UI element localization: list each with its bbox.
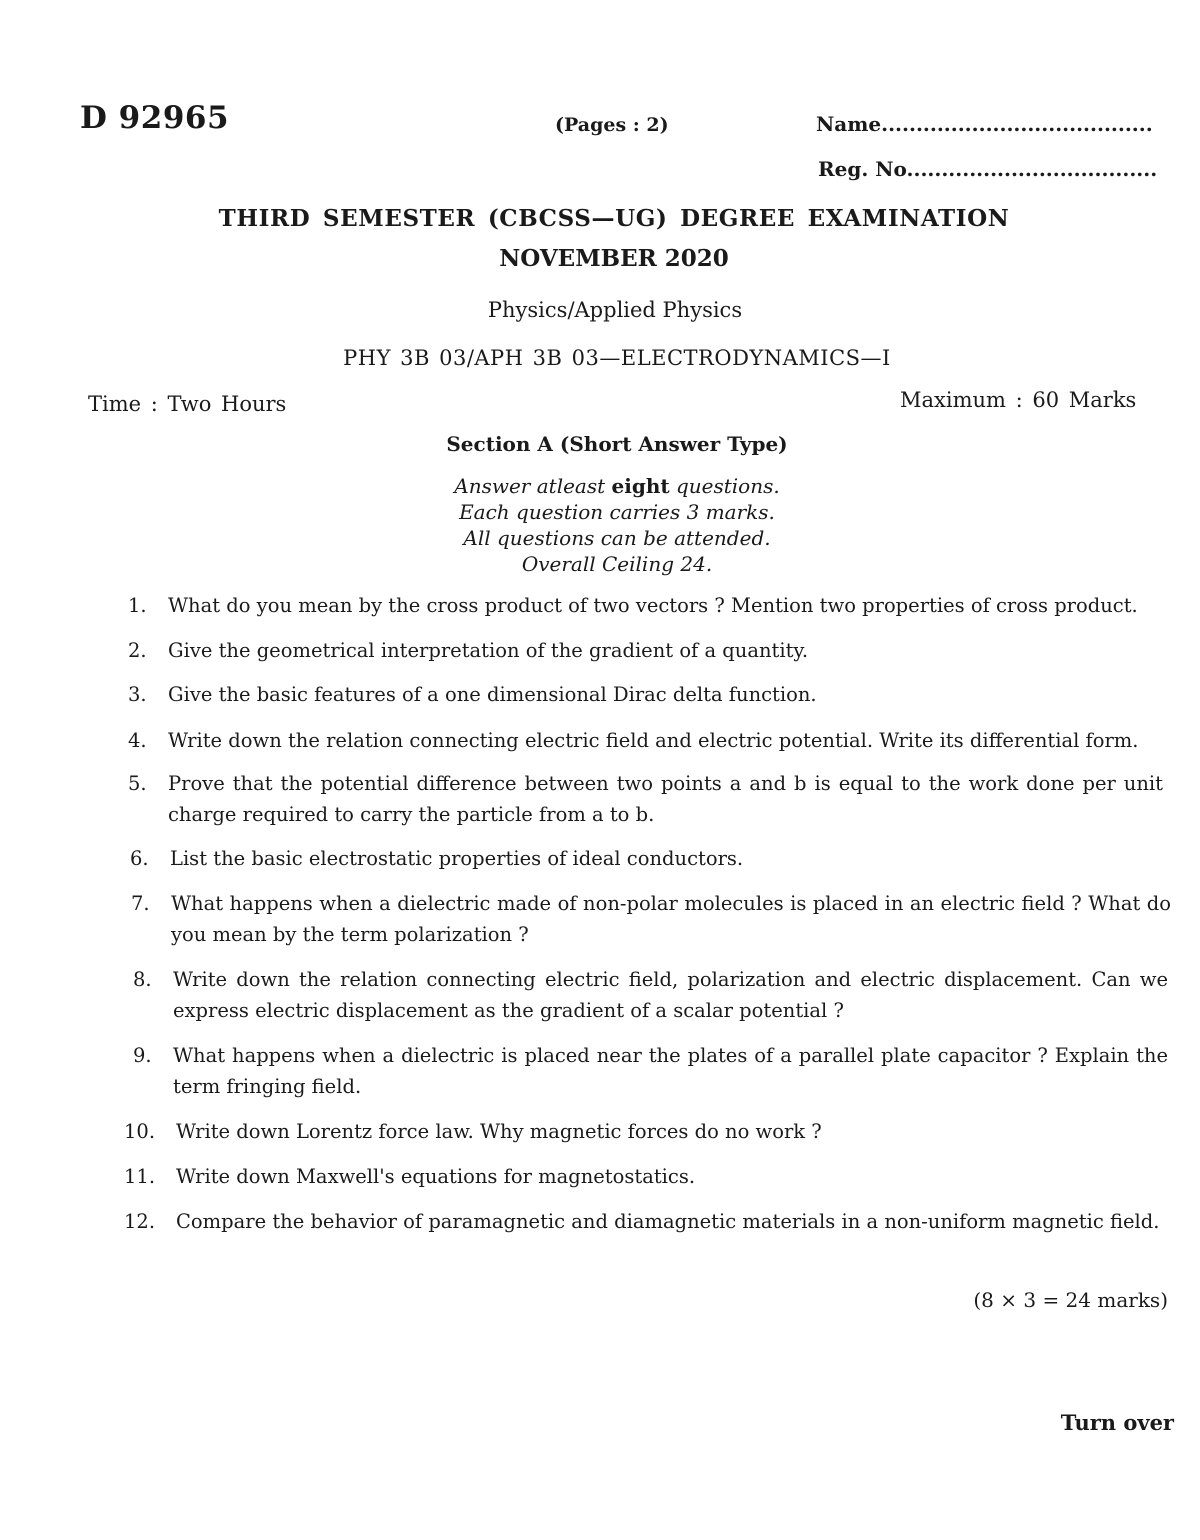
- paper-code: D 92965: [80, 100, 230, 136]
- question-text: Write down Lorentz force law. Why magnetic forces do no work ?: [176, 1120, 822, 1143]
- subject: Physics/Applied Physics: [487, 298, 743, 322]
- question-number: 4.: [128, 729, 147, 752]
- question-text: Write down the relation connecting electric field and electric potential. Write its differential form.: [168, 729, 1139, 752]
- question-number: 6.: [130, 847, 149, 870]
- page-count: (Pages : 2): [555, 114, 669, 136]
- exam-duration: Time : Two Hours: [88, 392, 287, 416]
- question-number: 11.: [124, 1165, 156, 1188]
- question-number: 12.: [124, 1210, 156, 1233]
- instruction-part: Answer atleast: [454, 474, 606, 498]
- instruction-part: questions.: [675, 474, 780, 498]
- exam-date: NOVEMBER 2020: [499, 245, 729, 272]
- question-text: What do you mean by the cross product of two vectors ? Mention two properties of cross product.: [168, 594, 1138, 617]
- instruction-line-3: All questions can be attended.: [463, 526, 771, 550]
- question-text: Compare the behavior of paramagnetic and diamagnetic materials in a non-uniform magnetic field.: [176, 1210, 1160, 1233]
- turn-over-note: Turn over: [1060, 1410, 1174, 1435]
- question-number: 7.: [131, 892, 150, 915]
- question-text: Prove that the potential difference between two points a and b is equal to the work done per unit charge required to carry the particle from a to b.: [168, 772, 1163, 826]
- question-number: 9.: [133, 1044, 152, 1067]
- question-text: List the basic electrostatic properties of ideal conductors.: [170, 847, 744, 870]
- question-number: 3.: [128, 683, 147, 706]
- candidate-name-field: Name.......................................: [816, 112, 1153, 136]
- exam-title: THIRD SEMESTER (CBCSS—UG) DEGREE EXAMINATION: [218, 205, 1010, 232]
- question-number: 8.: [133, 968, 152, 991]
- question-text: What happens when a dielectric is placed near the plates of a parallel plate capacitor ? Explain the term fringing field.: [173, 1044, 1168, 1098]
- instruction-count: eight: [611, 474, 670, 498]
- marks-summary: (8 × 3 = 24 marks): [973, 1288, 1168, 1312]
- instruction-line-2: Each question carries 3 marks.: [459, 500, 775, 524]
- question-text: Write down Maxwell's equations for magnetostatics.: [176, 1165, 696, 1188]
- question-text: What happens when a dielectric made of non-polar molecules is placed in an electric field ? What do you mean by the term polarization ?: [171, 892, 1171, 946]
- section-heading: Section A (Short Answer Type): [446, 432, 788, 456]
- instruction-line-4: Overall Ceiling 24.: [521, 552, 713, 576]
- question-number: 5.: [128, 772, 147, 795]
- question-text: Give the basic features of a one dimensional Dirac delta function.: [168, 683, 817, 706]
- section-instructions: [0, 473, 1200, 577]
- question-number: 10.: [124, 1120, 156, 1143]
- question-text: Give the geometrical interpretation of the gradient of a quantity.: [168, 639, 809, 662]
- question-number: 1.: [128, 594, 147, 617]
- instruction-line-1: [0, 473, 1200, 499]
- maximum-marks: Maximum : 60 Marks: [900, 388, 1137, 412]
- register-number-field: Reg. No....................................: [818, 157, 1158, 181]
- question-number: 2.: [128, 639, 147, 662]
- question-text: Write down the relation connecting electric field, polarization and electric displacement. Can we express electric displacement as the gradient of a scalar potential ?: [173, 968, 1168, 1022]
- paper-title: PHY 3B 03/APH 3B 03—ELECTRODYNAMICS—I: [343, 346, 891, 370]
